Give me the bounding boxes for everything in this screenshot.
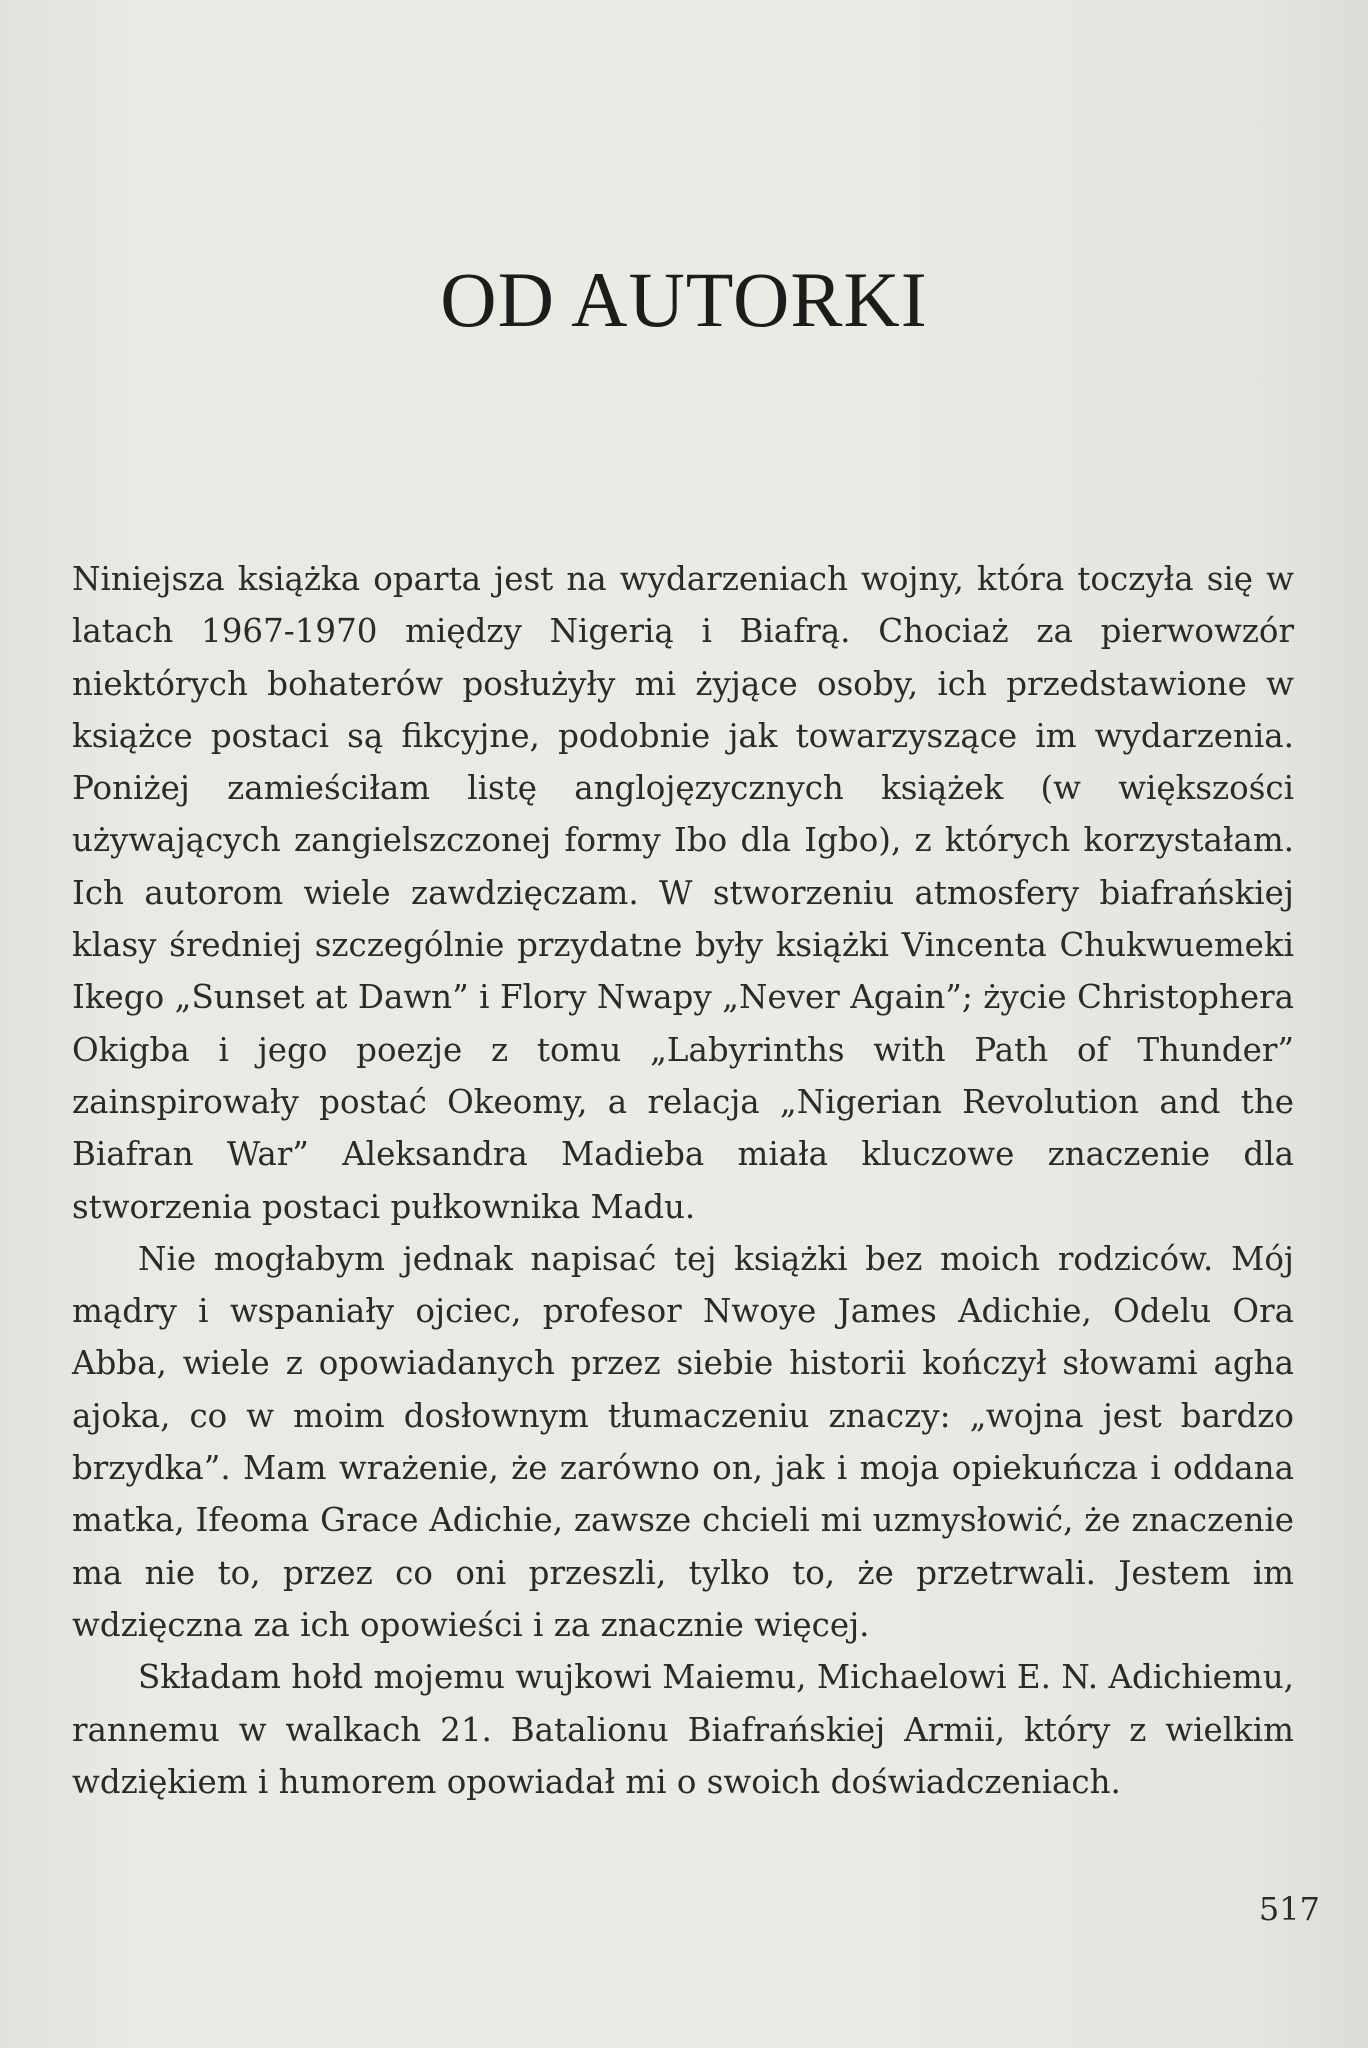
- body-text: [72, 553, 1294, 1808]
- paragraph-3: Składam hołd mojemu wujkowi Maiemu, Michaelowi E. N. Adichiemu, rannemu w walkach 21. Batalionu Biafrańskiej Armii, który z wielkim wdziękiem i humorem opowiadał mi o swoich doświadczeniach.: [72, 1658, 1294, 1801]
- chapter-title: OD AUTORKI: [440, 256, 928, 343]
- page-number: 517: [1258, 1890, 1320, 1928]
- paragraph-2: Nie mogłabym jednak napisać tej książki bez moich rodziców. Mój mądry i wspaniały ojciec, profesor Nwoye James Adichie, Odelu Ora Abba, wiele z opowiadanych przez siebie historii kończył słowami agha ajoka, co w moim dosłownym tłumaczeniu znaczy: „wojna jest bardzo brzydka”. Mam wrażenie, że zarówno on, jak i moja opiekuńcza i oddana matka, Ifeoma Grace Adichie, zawsze chcieli mi uzmysłowić, że znaczenie ma nie to, przez co oni przeszli, tylko to, że przetrwali. Jestem im wdzięczna za ich opowieści i za znacznie więcej.: [72, 1239, 1294, 1644]
- paragraph-1: Niniejsza książka oparta jest na wydarzeniach wojny, która toczyła się w latach 1967-1970 między Nigerią i Biafrą. Chociaż za pierwowzór niektórych bohaterów posłużyły mi żyjące osoby, ich przedstawione w książce postaci są fikcyjne, podobnie jak towarzyszące im wydarzenia. Poniżej zamieściłam listę anglojęzycznych książek (w większości używających zangielszczonej formy Ibo dla Igbo), z których korzystałam. Ich autorom wiele zawdzięczam. W stworzeniu atmosfery biafrańskiej klasy średniej szczególnie przydatne były książki Vincenta Chukwuemeki Ikego „Sunset at Dawn” i Flory Nwapy „Never Again”; życie Christophera Okigba i jego poezje z tomu „Labyrinths with Path of Thunder” zainspirowały postać Okeomy, a relacja „Nigerian Revolution and the Biafran War” Aleksandra Madieba miała kluczowe znaczenie dla stworzenia postaci pułkownika Madu.: [72, 560, 1294, 1226]
